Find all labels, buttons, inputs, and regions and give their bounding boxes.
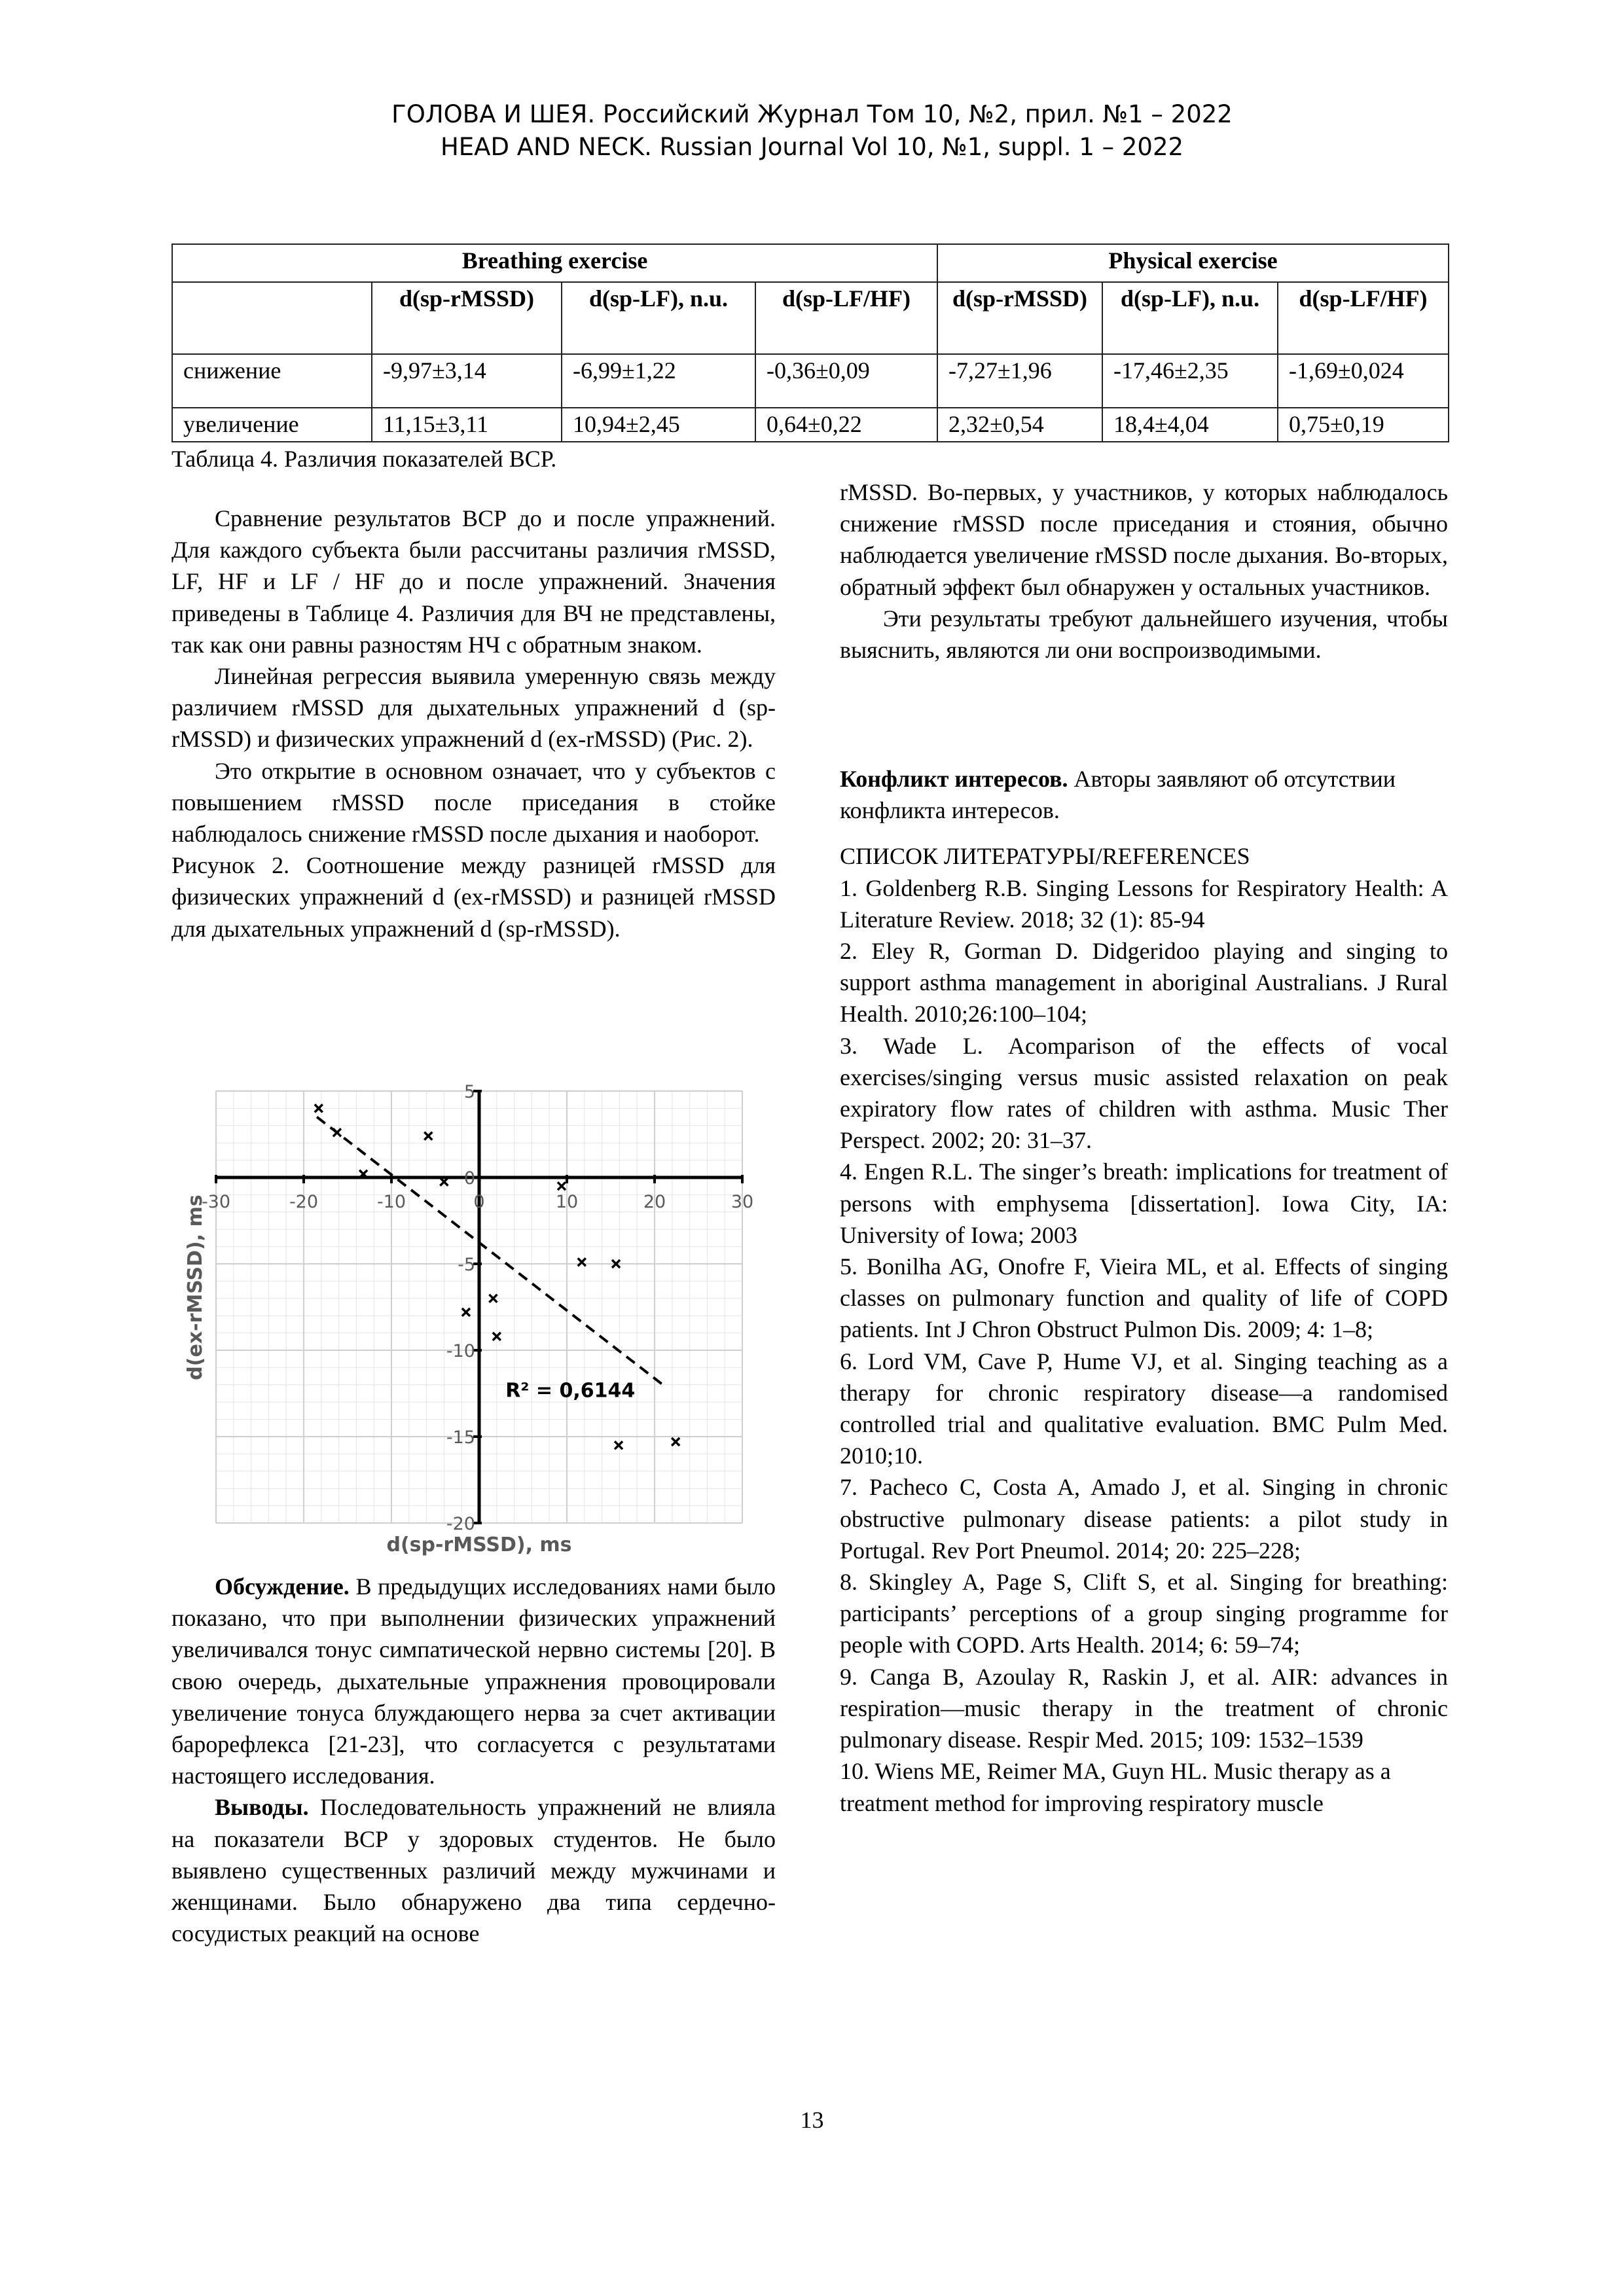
reference-item: 6. Lord VM, Cave P, Hume VJ, et al. Singing teaching as a therapy for chronic respiratory disease—a randomised controlled trial and qualitative evaluation. BMC Pulm Med. 2010;10. [840, 1348, 1448, 1469]
table-column-header-row [172, 282, 1449, 354]
x-tick-label: 10 [555, 1192, 579, 1212]
table-cell: 0,75±0,19 [1278, 408, 1449, 442]
x-tick-label: 0 [473, 1192, 485, 1212]
data-point [615, 1441, 623, 1449]
reference-item: 1. Goldenberg R.B. Singing Lessons for Respiratory Health: A Literature Review. 2018; 32 (1): 85-94 [840, 874, 1448, 933]
table-group-header-row [172, 244, 1449, 282]
table-cell: 18,4±4,04 [1102, 408, 1278, 442]
paragraph-discussion [171, 1571, 776, 1791]
table-cell: -17,46±2,35 [1102, 354, 1278, 408]
table-cell: -1,69±0,024 [1278, 354, 1449, 408]
paragraph-further-study: Эти результаты требуют дальнейшего изучения, чтобы выяснить, являются ли они воспроизводимыми. [840, 605, 1448, 664]
paragraph-finding: Это открытие в основном означает, что у субъектов с повышением rMSSD после приседания в стойке наблюдалось снижение rMSSD после дыхания и наоборот. [171, 757, 776, 848]
figure-caption: Рисунок 2. Соотношение между разницей rMSSD для физических упражнений d (ex-rMSSD) и разницей rMSSD для дыхательных упражнений d (sp-rMSSD). [171, 852, 776, 942]
conflict-text: Авторы заявляют об отсутствии конфликта интересов. [840, 766, 1396, 824]
data-point [462, 1308, 470, 1316]
paragraph-conflict [840, 763, 1448, 826]
column-header: d(sp-LF), n.u. [1102, 282, 1278, 354]
paragraph-hrv-comparison: Сравнение результатов ВСР до и после упражнений. Для каждого субъекта были рассчитаны различия rMSSD, LF, HF и LF / HF до и после упражнений. Значения приведены в Таблице 4. Различия для ВЧ не представлены, так как они равны разностям НЧ с обратным знаком. [171, 505, 776, 658]
x-tick-label: 20 [643, 1192, 666, 1212]
conflict-heading: Конфликт интересов. [840, 766, 1068, 792]
x-tick-label: -30 [201, 1192, 231, 1212]
table-cell: 11,15±3,11 [372, 408, 562, 442]
page-number: 13 [800, 2107, 824, 2133]
journal-header-en: HEAD AND NECK. Russian Journal Vol 10, №1, suppl. 1 – 2022 [440, 133, 1184, 161]
data-point [672, 1438, 679, 1446]
table-cell: -0,36±0,09 [755, 354, 937, 408]
table-row [172, 354, 1449, 408]
y-tick-label: -5 [458, 1255, 475, 1275]
hrv-differences-table [171, 243, 1449, 442]
reference-item: 2. Eley R, Gorman D. Didgeridoo playing and singing to support asthma management in aboriginal Australians. J Rural Health. 2010;26:100–104; [840, 938, 1448, 1028]
y-tick-label: -15 [446, 1427, 475, 1448]
group-header-breathing: Breathing exercise [172, 244, 937, 282]
column-header: d(sp-LF/HF) [1278, 282, 1449, 354]
group-header-physical: Physical exercise [937, 244, 1449, 282]
scatter-plot-svg [177, 1073, 766, 1564]
reference-item: 3. Wade L. Acomparison of the effects of vocal exercises/singing versus music assisted relaxation on peak expiratory flow rates of children with asthma. Music Ther Perspect. 2002; 20: 31–37. [840, 1032, 1448, 1154]
discussion-heading: Обсуждение. [215, 1573, 350, 1600]
reference-item: 9. Canga B, Azoulay R, Raskin J, et al. AIR: advances in respiration—music therapy in the treatment of chronic pulmonary disease. Respir Med. 2015; 109: 1532–1539 [840, 1663, 1448, 1753]
journal-header-ru: ГОЛОВА И ШЕЯ. Российский Журнал Том 10, №2, прил. №1 – 2022 [391, 100, 1233, 128]
table-cell: 10,94±2,45 [562, 408, 755, 442]
table-cell: 2,32±0,54 [937, 408, 1102, 442]
x-tick-label: -10 [376, 1192, 406, 1212]
column-header: d(sp-rMSSD) [937, 282, 1102, 354]
paragraph-regression: Линейная регрессия выявила умеренную связь между различием rMSSD для дыхательных упражнений d (sp-rMSSD) и физических упражнений d (ex-rMSSD) (Рис. 2). [171, 663, 776, 753]
table-cell: 0,64±0,22 [755, 408, 937, 442]
table-row [172, 408, 1449, 442]
paragraph-conclusions [171, 1791, 776, 1949]
references-heading: СПИСОК ЛИТЕРАТУРЫ/REFERENCES [840, 843, 1250, 870]
x-tick-label: -20 [289, 1192, 319, 1212]
paragraph-continuation: rMSSD. Во-первых, у участников, у которых наблюдалось снижение rMSSD после приседания и стояния, обычно наблюдается увеличение rMSSD после дыхания. Во-вторых, обратный эффект был обнаружен у остальных участников. [840, 479, 1448, 600]
y-tick-label: 0 [463, 1168, 475, 1189]
table-cell: -9,97±3,14 [372, 354, 562, 408]
y-tick-label: 5 [463, 1082, 475, 1102]
trendline [317, 1117, 665, 1387]
column-header: d(sp-LF/HF) [755, 282, 937, 354]
column-header: d(sp-rMSSD) [372, 282, 562, 354]
table-cell: -7,27±1,96 [937, 354, 1102, 408]
table-cell: -6,99±1,22 [562, 354, 755, 408]
y-axis-title: d(ex-rMSSD), ms [184, 1194, 207, 1380]
column-header-empty [172, 282, 372, 354]
data-point [424, 1132, 432, 1140]
r-squared-annotation: R² = 0,6144 [505, 1379, 636, 1403]
left-column-upper [171, 503, 776, 944]
trendline-group [317, 1117, 665, 1387]
x-tick-label: 30 [731, 1192, 754, 1212]
x-axis-title: d(sp-rMSSD), ms [386, 1534, 572, 1556]
row-label: увеличение [172, 408, 372, 442]
reference-item: 7. Pacheco C, Costa A, Amado J, et al. Singing in chronic obstructive pulmonary disease patients: a pilot study in Portugal. Rev Port Pneumol. 2014; 20: 225–228; [840, 1474, 1448, 1564]
column-header: d(sp-LF), n.u. [562, 282, 755, 354]
reference-item: 8. Skingley A, Page S, Clift S, et al. Singing for breathing: participants’ perceptions of a group singing programme for people with COPD. Arts Health. 2014; 6: 59–74; [840, 1569, 1448, 1659]
right-column-lower [840, 763, 1448, 1819]
axes [216, 1091, 742, 1523]
table-caption: Таблица 4. Различия показателей ВСР. [171, 446, 557, 472]
reference-item: 5. Bonilha AG, Onofre F, Vieira ML, et al. Effects of singing classes on pulmonary function and quality of life of COPD patients. Int J Chron Obstruct Pulmon Dis. 2009; 4: 1–8; [840, 1253, 1448, 1343]
discussion-text: В предыдущих исследованиях нами было показано, что при выполнении физических упражнений увеличивался тонус симпатической нервно системы [20]. В свою очередь, дыхательные упражнения провоцировали увеличение тонуса блуждающего нерва за счет активации барорефлекса [21-23], что согласуется с результатами настоящего исследования. [171, 1573, 776, 1789]
reference-item: 4. Engen R.L. The singer’s breath: implications for treatment of persons with emphysema [dissertation]. Iowa City, IA: University of Iowa; 2003 [840, 1158, 1448, 1248]
right-column-upper [840, 476, 1448, 666]
row-label: снижение [172, 354, 372, 408]
reference-item: 10. Wiens ME, Reimer MA, Guyn HL. Music therapy as a treatment method for improving respiratory muscle [840, 1758, 1391, 1816]
figure-2-scatter-chart [177, 1073, 766, 1564]
data-point [558, 1182, 566, 1190]
conclusions-text: Последовательность упражнений не влияла на показатели ВСР у здоровых студентов. Не было выявлено существенных различий между мужчинами и женщинами. Было обнаружено два типа сердечно-сосудистых реакций на основе [171, 1794, 776, 1947]
left-column-lower [171, 1571, 776, 1949]
y-tick-label: -20 [446, 1514, 475, 1534]
data-point [333, 1128, 341, 1136]
conclusions-heading: Выводы. [215, 1794, 309, 1821]
y-tick-label: -10 [446, 1341, 475, 1361]
